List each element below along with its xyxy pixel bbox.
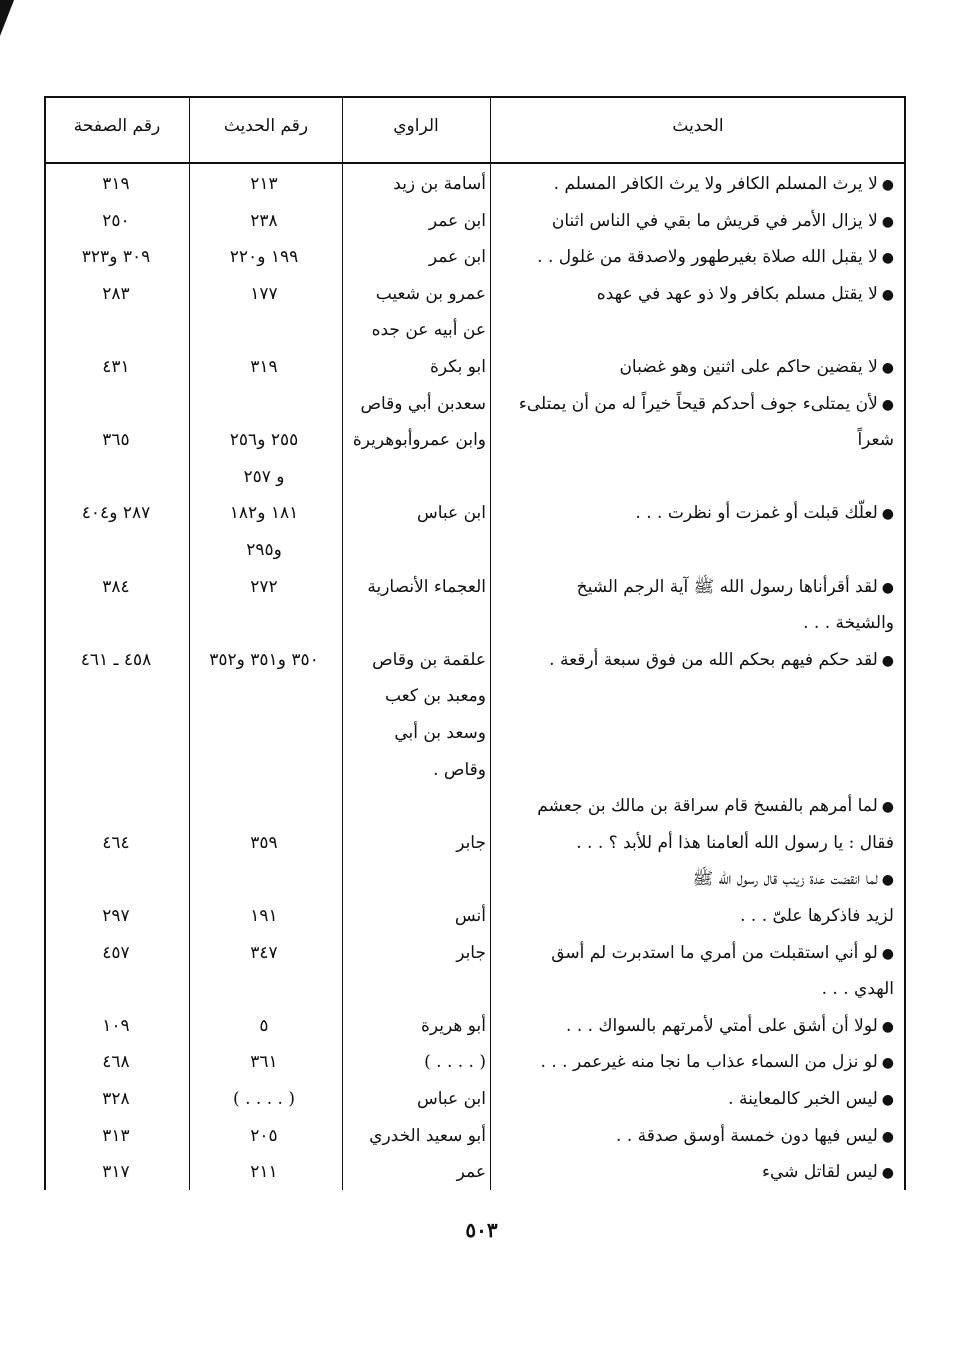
page-ref: ٤٦٤ (102, 832, 130, 853)
hadith-number: ١٨١ و١٨٢ (229, 503, 299, 524)
hadith-text: شعراً (857, 430, 894, 451)
rawi-name: أبو هريرة (420, 1015, 486, 1036)
hadith-number: ٢٥٥ و٢٥٦ (229, 430, 299, 451)
page-ref: ٣١٣ (102, 1125, 130, 1146)
table-row (46, 902, 904, 930)
hadith-text: ● لما انقضت عدة زينب قال رسول الله ﷺ (504, 865, 894, 894)
rawi-name: العجماء الأنصارية (367, 576, 486, 597)
table-row (46, 865, 904, 893)
rawi-name: ابن عباس (416, 1089, 486, 1109)
hadith-text: ● ليس لقاتل شيء (504, 1158, 894, 1187)
hadith-number: ٣١٩ (250, 357, 278, 377)
table-row (46, 756, 904, 784)
table-row (46, 829, 904, 857)
rawi-name: وابن عمروأبوهريرة (352, 430, 486, 451)
hadith-text: ● لو أني استقبلت من أمري ما استدبرت لم أسق (504, 939, 894, 968)
rawi-name: علقمة بن وقاص (372, 649, 486, 670)
hadith-text: ● لقد أقرأناها رسول الله ﷺ آية الرجم الشيخ (504, 573, 894, 602)
hadith-text: ● لا يرث المسلم الكافر ولا يرث الكافر المسلم . (504, 170, 894, 199)
header-hadith: الحديث (672, 116, 724, 136)
hadith-text: ● لما أمرهم بالفسخ قام سراقة بن مالك بن جعشم (504, 792, 894, 821)
hadith-text: لزيد فاذكرها علىّ . . . (740, 906, 894, 926)
page-ref: ٢٩٧ (102, 906, 130, 926)
hadith-number: ٣٦١ (250, 1052, 278, 1073)
table-row (46, 426, 904, 454)
table-row (46, 1158, 904, 1186)
page-ref: ١٠٩ (102, 1015, 130, 1036)
page-ref: ٢٨٧ و٤٠٤ (81, 503, 151, 524)
hadith-number: ١٩١ (250, 906, 278, 926)
hadith-number: ٢٣٨ (250, 210, 278, 231)
hadith-text: ● لعلّك قبلت أو غمزت أو نظرت . . . (504, 499, 894, 528)
hadith-text: ● لأن يمتلىء جوف أحدكم قيحاً خيراً له من أن يمتلىء (504, 390, 894, 419)
hadith-index-table (44, 96, 906, 1190)
hadith-number: ٥ (259, 1015, 269, 1036)
hadith-number: ( . . . . ) (233, 1089, 295, 1109)
rawi-name: سعدبن أبي وقاص (360, 393, 486, 414)
table-row (46, 1085, 904, 1113)
table-row (46, 1122, 904, 1150)
table-row (46, 646, 904, 674)
hadith-text: فقال : يا رسول الله ألعامنا هذا أم للأبد ؟ . . . (576, 832, 894, 853)
page-ref: ٤٦٨ (102, 1052, 130, 1073)
table-row (46, 280, 904, 308)
table-row (46, 792, 904, 820)
rawi-name: ابو بكرة (429, 357, 486, 377)
page-ref: ٣١٩ (102, 174, 130, 194)
rawi-name: ابن عمر (428, 210, 486, 231)
rawi-name: ومعبد بن كعب (384, 686, 486, 707)
page-ref: ٣٢٨ (102, 1089, 130, 1109)
header-divider (46, 162, 904, 164)
hadith-number: ١٩٩ و٢٢٠ (229, 247, 299, 268)
page-ref: ٤٥٨ ـ ٤٦١ (80, 649, 152, 670)
header-rawi: الراوي (393, 116, 439, 136)
table-row (46, 609, 904, 637)
hadith-text: الهدي . . . (821, 979, 894, 1000)
hadith-number: ٢٠٥ (250, 1125, 278, 1146)
table-row (46, 499, 904, 527)
table-row (46, 573, 904, 601)
hadith-number: ٢١٣ (250, 174, 278, 194)
rawi-name: جابر (456, 832, 486, 853)
rawi-name: أبو سعيد الخدري (369, 1125, 486, 1146)
page-ref: ٣١٧ (102, 1162, 130, 1183)
table-row (46, 1048, 904, 1076)
page-ref: ٤٥٧ (102, 942, 130, 963)
rawi-name: وقاص . (433, 759, 486, 780)
table-row (46, 353, 904, 381)
page-ref: ٣٠٩ و٣٢٣ (81, 247, 151, 268)
rawi-name: جابر (456, 942, 486, 963)
hadith-number: ٢٧٢ (250, 576, 278, 597)
table-row (46, 1012, 904, 1040)
table-row (46, 939, 904, 967)
page-number: ٥٠٣ (465, 1218, 498, 1242)
hadith-text: ● ليس الخبر كالمعاينة . (504, 1085, 894, 1114)
table-row (46, 682, 904, 710)
table-row (46, 390, 904, 418)
hadith-text: ● لا يزال الأمر في قريش ما بقي في الناس اثنان (504, 207, 894, 236)
table-row (46, 975, 904, 1003)
rawi-name: ابن عباس (416, 503, 486, 524)
hadith-number: ٣٥٩ (250, 832, 278, 853)
hadith-text: ● لا يقبل الله صلاة بغيرطهور ولاصدقة من غلول . . (504, 243, 894, 272)
table-row (46, 243, 904, 271)
page-ref: ٢٥٠ (102, 210, 130, 231)
table-row (46, 316, 904, 344)
rawi-name: وسعد بن أبي (394, 723, 486, 743)
hadith-text: والشيخة . . . (803, 613, 894, 634)
page-ref: ٤٣١ (102, 357, 130, 377)
hadith-number: ١٧٧ (250, 283, 278, 304)
hadith-number: و ٢٥٧ (243, 466, 285, 487)
table-row (46, 170, 904, 198)
table-row (46, 207, 904, 235)
rawi-name: ( . . . . ) (424, 1052, 486, 1073)
rawi-name: عمرو بن شعيب (375, 283, 486, 304)
table-row (46, 463, 904, 491)
corner-mark (0, 0, 14, 36)
header-hadith-number: رقم الحديث (223, 116, 309, 136)
hadith-text: ● لقد حكم فيهم بحكم الله من فوق سبعة أرقعة . (504, 646, 894, 675)
rawi-name: أسامة بن زيد (393, 174, 486, 194)
rawi-name: عن أبيه عن جده (371, 320, 486, 341)
hadith-text: ● لا يقتل مسلم بكافر ولا ذو عهد في عهده (504, 280, 894, 309)
hadith-number: و٢٩٥ (246, 540, 282, 560)
page-ref: ٣٦٥ (102, 430, 130, 451)
hadith-text: ● ليس فيها دون خمسة أوسق صدقة . . (504, 1122, 894, 1151)
hadith-text: ● لو نزل من السماء عذاب ما نجا منه غيرعمر . . . (504, 1048, 894, 1077)
rawi-name: عمر (456, 1162, 486, 1183)
hadith-text: ● لا يقضين حاكم على اثنين وهو غضبان (504, 353, 894, 382)
hadith-number: ٣٥٠ و٣٥١ و٣٥٢ (209, 649, 319, 670)
hadith-text: ● لولا أن أشق على أمتي لأمرتهم بالسواك . . . (504, 1012, 894, 1041)
page-ref: ٢٨٣ (102, 283, 130, 304)
rawi-name: ابن عمر (428, 247, 486, 268)
header-page-number: رقم الصفحة (73, 116, 161, 136)
table-row (46, 536, 904, 564)
rawi-name: أنس (454, 906, 486, 926)
hadith-number: ٣٤٧ (250, 942, 278, 963)
table-row (46, 719, 904, 747)
page-ref: ٣٨٤ (102, 576, 130, 597)
hadith-number: ٢١١ (250, 1162, 278, 1183)
